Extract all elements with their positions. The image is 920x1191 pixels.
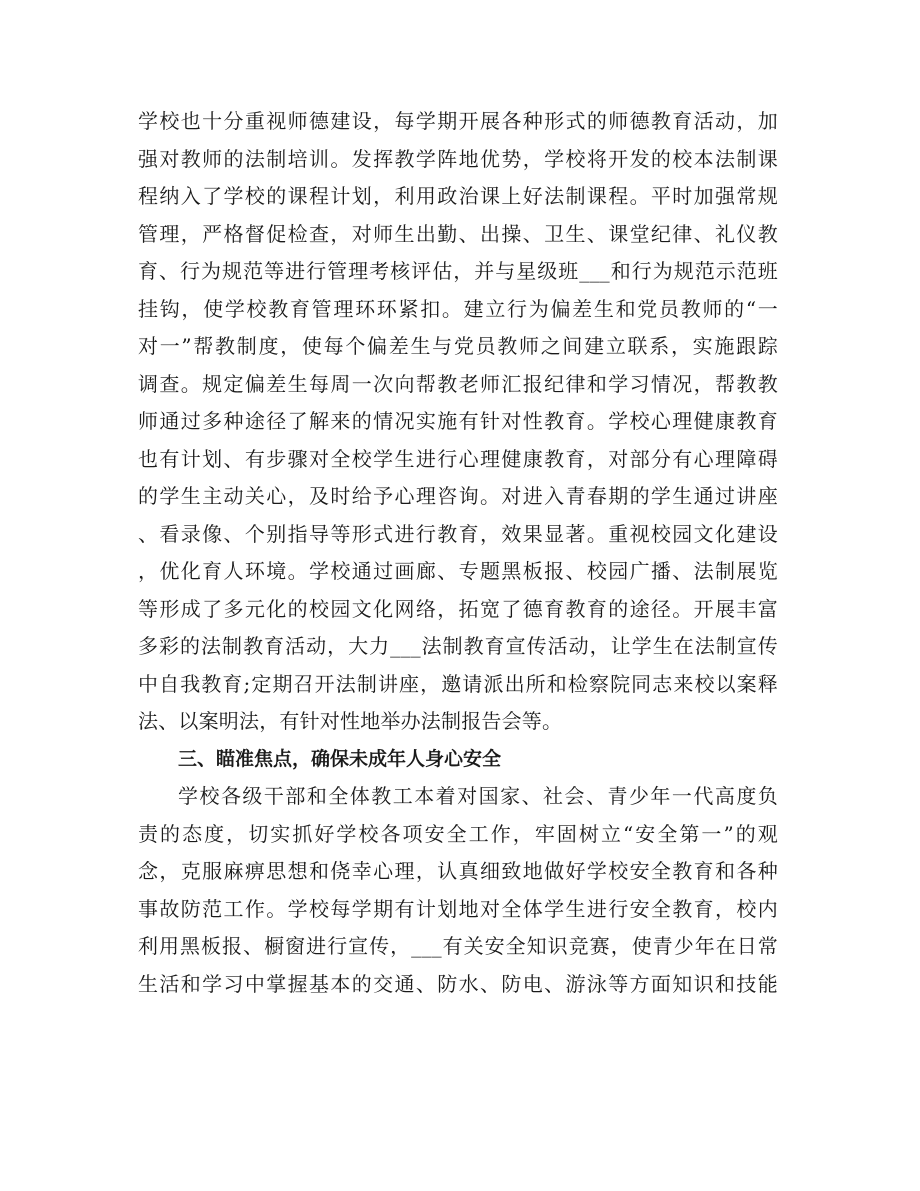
paragraph1-line: 育、行为规范等进行管理考核评估，并与星级班___和行为规范示范班 (138, 259, 778, 283)
paragraph2-line: 念，克服麻痹思想和侥幸心理，认真细致地做好学校安全教育和各种 (138, 859, 778, 883)
paragraph1-line: 多彩的法制教育活动，大力___法制教育宣传活动，让学生在法制宣传 (138, 634, 778, 658)
paragraph1-line: 师通过多种途径了解来的情况实施有针对性教育。学校心理健康教育 (138, 409, 778, 433)
paragraph1-line: 、看录像、个别指导等形式进行教育，效果显著。重视校园文化建设 (138, 521, 778, 546)
paragraph2-line: 生活和学习中掌握基本的交通、防水、防电、游泳等方面知识和技能 (138, 971, 778, 996)
paragraph1-line: 调查。规定偏差生每周一次向帮教老师汇报纪律和学习情况，帮教教 (138, 371, 778, 396)
paragraph2-line: 事故防范工作。学校每学期有计划地对全体学生进行安全教育，校内 (138, 896, 778, 921)
paragraph1-line: 管理，严格督促检查，对师生出勤、出操、卫生、课堂纪律、礼仪教 (138, 221, 778, 246)
paragraph1-line: 等形成了多元化的校园文化网络，拓宽了德育教育的途径。开展丰富 (138, 596, 778, 621)
paragraph2-line: 利用黑板报、橱窗进行宣传，___有关安全知识竞赛，使青少年在日常 (138, 934, 778, 958)
paragraph1-line: 也有计划、有步骤对全校学生进行心理健康教育，对部分有心理障碍 (138, 446, 778, 471)
paragraph1-line: 学校也十分重视师德建设，每学期开展各种形式的师德教育活动，加 (138, 109, 778, 133)
paragraph1-line: 的学生主动关心，及时给予心理咨询。对进入青春期的学生通过讲座 (138, 484, 778, 508)
paragraph1-line: 中自我教育;定期召开法制讲座，邀请派出所和检察院同志来校以案释 (138, 671, 778, 696)
paragraph1-line: 强对教师的法制培训。发挥教学阵地优势，学校将开发的校本法制课 (138, 146, 778, 171)
paragraph1-line: ，优化育人环境。学校通过画廊、专题黑板报、校园广播、法制展览 (138, 559, 778, 583)
paragraph2-line: 学校各级干部和全体教工本着对国家、社会、青少年一代高度负 (178, 784, 778, 808)
paragraph2-line: 责的态度，切实抓好学校各项安全工作，牢固树立“安全第一”的观 (138, 821, 778, 846)
paragraph1-line: 对一”帮教制度，使每个偏差生与党员教师之间建立联系，实施跟踪 (138, 334, 778, 358)
paragraph1-line: 程纳入了学校的课程计划，利用政治课上好法制课程。平时加强常规 (138, 184, 778, 208)
paragraph1-line: 法、以案明法，有针对性地举办法制报告会等。 (138, 709, 563, 733)
document-body (138, 103, 778, 1003)
paragraph1-line: 挂钩，使学校教育管理环环紧扣。建立行为偏差生和党员教师的“一 (138, 296, 778, 321)
section-heading: 三、瞄准焦点，确保未成年人身心安全 (178, 747, 502, 770)
